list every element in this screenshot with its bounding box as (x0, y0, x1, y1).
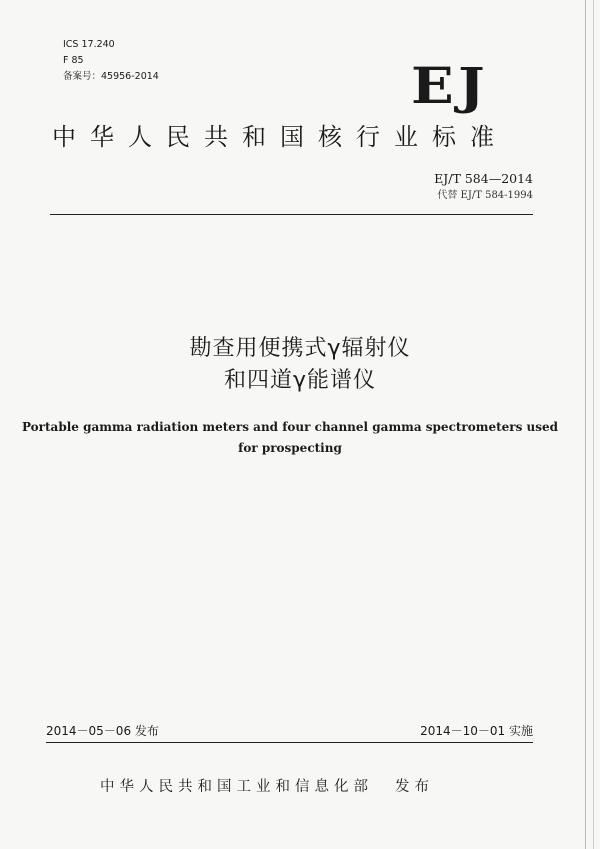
issue-date: 2014－05－06 发布 (46, 724, 159, 738)
document-title-zh-line2: 和四道γ能谱仪 (223, 368, 377, 393)
footer-divider (46, 742, 533, 743)
header-divider (50, 214, 533, 215)
document-title-en-line1: Portable gamma radiation meters and four channel gamma spectrometers used (21, 420, 559, 434)
publisher-line (100, 776, 434, 798)
document-title-zh-line1: 勘查用便携式γ辐射仪 (189, 336, 411, 361)
publisher-name: 中华人民共和国工业和信息化部 (100, 779, 373, 795)
page-edge-line (585, 0, 586, 849)
ej-logo: EJ (411, 56, 490, 115)
replaces-code: 代替 EJ/T 584-1994 (437, 190, 533, 201)
classification-block (63, 37, 159, 85)
implementation-date: 2014－10－01 实施 (420, 724, 533, 738)
standard-code-block (434, 170, 533, 204)
standard-category-title: 中华人民共和国核行业标准 (52, 123, 508, 151)
category-code: F 85 (63, 55, 84, 66)
document-title-en-line2: for prospecting (238, 441, 342, 455)
record-number: 备案号：45956-2014 (63, 71, 159, 82)
publish-action: 发布 (395, 779, 434, 795)
standard-code: EJ/T 584—2014 (434, 171, 533, 186)
page-edge-line-outer (593, 0, 594, 849)
ics-code: ICS 17.240 (63, 39, 115, 50)
